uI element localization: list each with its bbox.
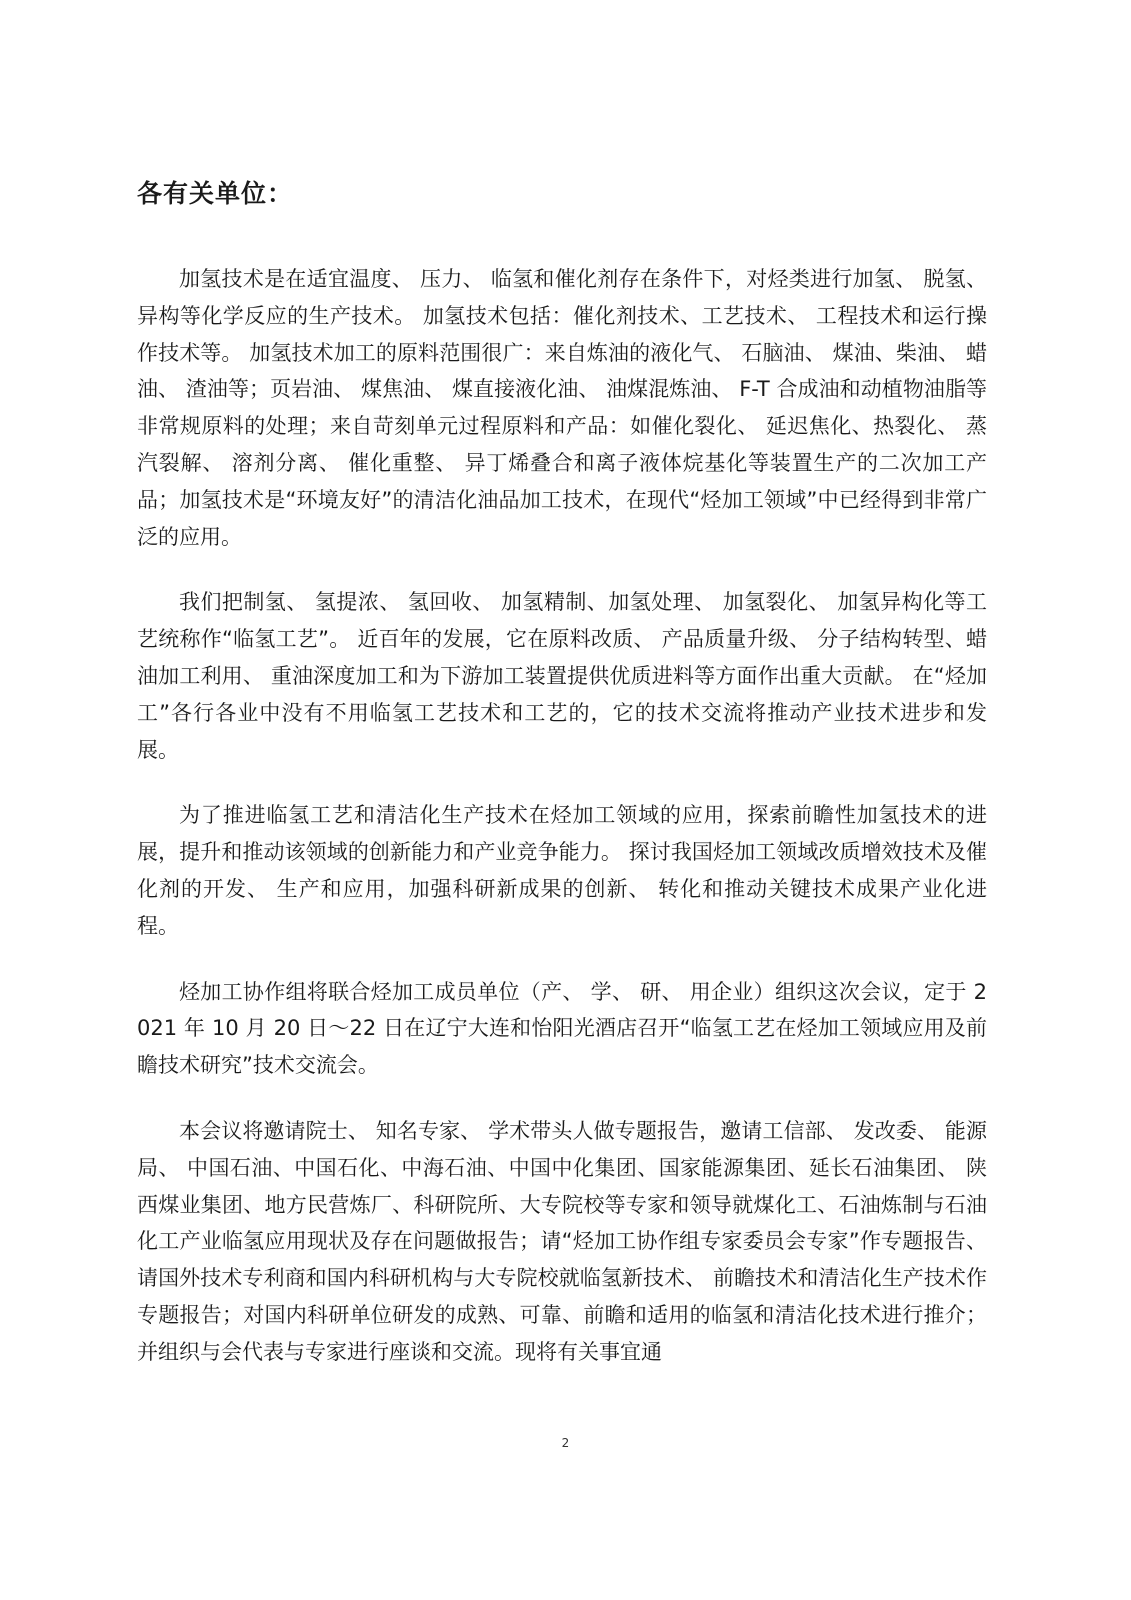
body-text: [137, 261, 987, 1400]
paragraph-meeting-schedule: 烃加工协作组将联合烃加工成员单位（产、 学、 研、 用企业）组织这次会议，定于 2021 年 10 月 20 日～22 日在辽宁大连和怡阳光酒店召开“临氢工艺在烃加工领域应用及前瞻技术研究”技术交流会。: [137, 979, 987, 1078]
paragraph-hydrogen-process: 我们把制氢、 氢提浓、 氢回收、 加氢精制、加氢处理、 加氢裂化、 加氢异构化等工艺统称作“临氢工艺”。 近百年的发展，它在原料改质、 产品质量升级、 分子结构转型、蜡油加工利用、 重油深度加工和为下游加工装置提供优质进料等方面作出重大贡献。 在“烃加工”各行各业中没有不用临氢工艺技术和工艺的，它的技术交流将推动产业技术进步和发展。: [137, 590, 987, 762]
page-number: 2: [561, 1436, 570, 1450]
paragraph-hydrogenation-intro: 加氢技术是在适宜温度、 压力、 临氢和催化剂存在条件下，对烃类进行加氢、 脱氢、异构等化学反应的生产技术。 加氢技术包括：催化剂技术、工艺技术、 工程技术和运行操作技术等。 加氢技术加工的原料范围很广：来自炼油的液化气、 石脑油、 煤油、柴油、 蜡油、 渣油等；页岩油、 煤焦油、 煤直接液化油、 油煤混炼油、 F-T 合成油和动植物油脂等非常规原料的处理；来自苛刻单元过程原料和产品：如催化裂化、 延迟焦化、热裂化、 蒸汽裂解、 溶剂分离、 催化重整、 异丁烯叠合和离子液体烷基化等装置生产的二次加工产品；加氢技术是“环境友好”的清洁化油品加工技术，在现代“烃加工领域”中已经得到非常广泛的应用。: [137, 267, 987, 549]
salutation-heading: 各有关单位：: [137, 179, 294, 208]
paragraph-meeting-content: 本会议将邀请院士、 知名专家、 学术带头人做专题报告，邀请工信部、 发改委、 能源局、 中国石油、中国石化、中海石油、中国中化集团、国家能源集团、延长石油集团、 陕西煤业集团、地方民营炼厂、科研院所、大专院校等专家和领导就煤化工、石油炼制与石油化工产业临氢应用现状及存在问题做报告；请“烃加工协作组专家委员会专家”作专题报告、 请国外技术专利商和国内科研机构与大专院校就临氢新技术、 前瞻技术和清洁化生产技术作专题报告；对国内科研单位研发的成熟、可靠、前瞻和适用的临氢和清洁化技术进行推介；并组织与会代表与专家进行座谈和交流。现将有关事宜通: [137, 1118, 987, 1364]
paragraph-purpose: 为了推进临氢工艺和清洁化生产技术在烃加工领域的应用，探索前瞻性加氢技术的进展，提升和推动该领域的创新能力和产业竞争能力。 探讨我国烃加工领域改质增效技术及催化剂的开发、 生产和应用，加强科研新成果的创新、 转化和推动关键技术成果产业化进程。: [137, 803, 987, 938]
